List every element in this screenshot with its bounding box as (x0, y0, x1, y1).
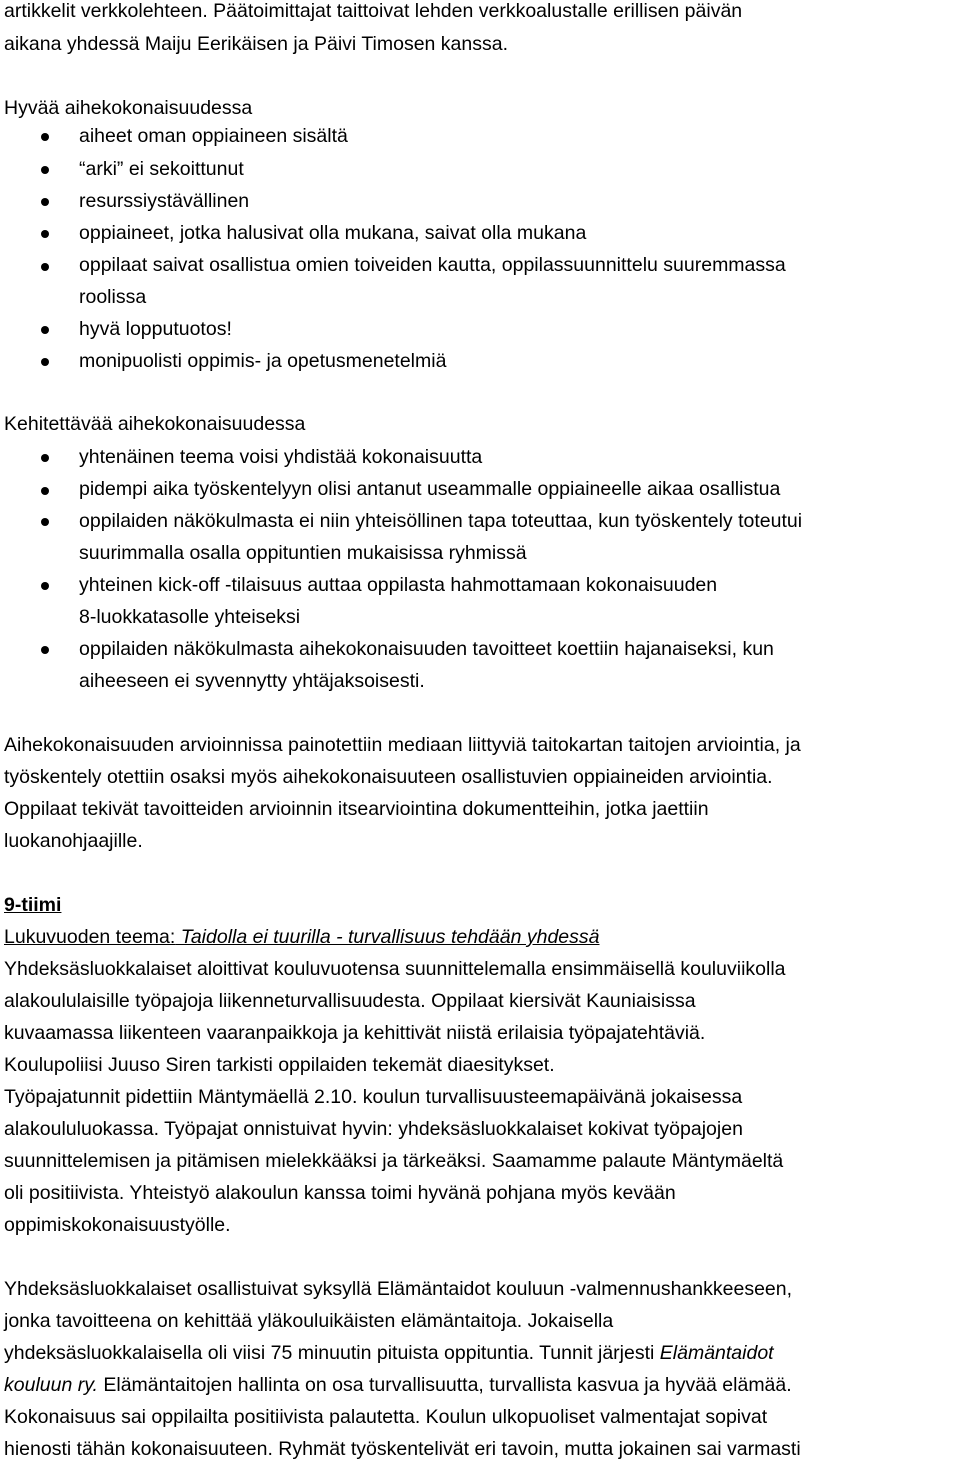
para1-line-4: Koulupoliisi Juuso Siren tarkisti oppilaiden tekemät diaesitykset. (4, 1054, 555, 1076)
bullet-icon (41, 487, 49, 495)
bullet-icon (41, 646, 49, 654)
assessment-line-3: Oppilaat tekivät tavoitteiden arvioinnin itsearviointina dokumentteihin, jotka jaettiin (4, 798, 709, 820)
bullet-icon (41, 582, 49, 590)
para1-line-9: oppimiskokonaisuustyölle. (4, 1214, 231, 1236)
improve-item-3-cont: suurimmalla osalla oppituntien mukaisissa ryhmissä (79, 542, 527, 564)
improve-heading: Kehitettävää aihekokonaisuudessa (4, 413, 306, 435)
para2-line-5: Kokonaisuus sai oppilailta positiivista palautetta. Koulun ulkopuoliset valmentajat sopivat (4, 1406, 768, 1428)
bullet-icon (41, 326, 49, 334)
para1-line-1: Yhdeksäsluokkalaiset aloittivat kouluvuotensa suunnittelemalla ensimmäisellä kouluviikolla (4, 958, 786, 980)
assessment-line-4: luokanohjaajille. (4, 830, 143, 852)
good-item-1: aiheet oman oppiaineen sisältä (79, 125, 348, 147)
improve-item-5-cont: aiheeseen ei syvennytty yhtäjaksoisesti. (79, 670, 425, 692)
intro-line-2: aikana yhdessä Maiju Eerikäisen ja Päivi Timosen kanssa. (4, 33, 509, 55)
improve-item-1: yhtenäinen teema voisi yhdistää kokonaisuutta (79, 446, 483, 468)
good-item-3: resurssiystävällinen (79, 190, 250, 212)
bullet-icon (41, 518, 49, 526)
good-item-7: monipuolisti oppimis- ja opetusmenetelmiä (79, 350, 447, 372)
intro-line-1: artikkelit verkkolehteen. Päätoimittajat taittoivat lehden verkkoalustalle erillisen päivän (4, 0, 743, 22)
para1-line-8: oli positiivista. Yhteistyö alakoulun kanssa toimi hyvänä pohjana myös kevään (4, 1182, 676, 1204)
bullet-icon (41, 358, 49, 366)
improve-item-3: oppilaiden näkökulmasta ei niin yhteisöllinen tapa toteuttaa, kun työskentely toteutui (79, 510, 803, 532)
team9-theme (4, 928, 600, 948)
team9-title: 9-tiimi (4, 894, 62, 916)
para1-line-2: alakoululaisille työpajoja liikenneturvallisuudesta. Oppilaat kiersivät Kauniaisissa (4, 990, 696, 1012)
para2-line-3 (4, 1344, 774, 1364)
para2-line-3-text: yhdeksäsluokkalaisella oli viisi 75 minuutin pituista oppituntia. Tunnit järjesti (4, 1342, 660, 1364)
para2-line-4-text: Elämäntaitojen hallinta on osa turvallisuutta, turvallista kasvua ja hyvää elämää. (97, 1374, 792, 1396)
improve-item-5: oppilaiden näkökulmasta aihekokonaisuuden tavoitteet koettiin hajanaiseksi, kun (79, 638, 774, 660)
para1-line-7: suunnittelemisen ja pitämisen mielekkääksi ja tärkeäksi. Saamamme palaute Mäntymäeltä (4, 1150, 784, 1172)
good-heading: Hyvää aihekokonaisuudessa (4, 97, 253, 119)
para1-line-3: kuvaamassa liikenteen vaaranpaikkoja ja kehittivät niistä erilaisia työpajatehtäviä. (4, 1022, 706, 1044)
assessment-line-2: työskentely otettiin osaksi myös aihekokonaisuuteen osallistuvien oppiaineiden arviointia. (4, 766, 773, 788)
para2-line-6: hienosti tähän kokonaisuuteen. Ryhmät työskentelivät eri tavoin, mutta jokainen sai varmasti (4, 1438, 801, 1460)
bullet-icon (41, 230, 49, 238)
improve-item-4: yhteinen kick-off -tilaisuus auttaa oppilasta hahmottamaan kokonaisuuden (79, 574, 718, 596)
good-item-5-cont: roolissa (79, 286, 147, 308)
para2-line-4-italic: kouluun ry. (4, 1374, 98, 1396)
improve-item-4-cont: 8-luokkatasolle yhteiseksi (79, 606, 301, 628)
para1-line-6: alakoululuokassa. Työpajat onnistuivat hyvin: yhdeksäsluokkalaiset kokivat työpajojen (4, 1118, 743, 1140)
good-item-2: “arki” ei sekoittunut (79, 158, 244, 180)
para2-line-4 (4, 1376, 792, 1396)
theme-text: Taidolla ei tuurilla - turvallisuus tehdään yhdessä (175, 926, 600, 948)
bullet-icon (41, 454, 49, 462)
para2-line-3-italic: Elämäntaidot (659, 1342, 774, 1364)
para2-line-1: Yhdeksäsluokkalaiset osallistuivat syksyllä Elämäntaidot kouluun -valmennushankkeeseen, (4, 1278, 793, 1300)
good-item-5: oppilaat saivat osallistua omien toiveiden kautta, oppilassuunnittelu suuremmassa (79, 254, 786, 276)
assessment-line-1: Aihekokonaisuuden arvioinnissa painotettiin mediaan liittyviä taitokartan taitojen arviointia, ja (4, 734, 801, 756)
bullet-icon (41, 166, 49, 174)
improve-item-2: pidempi aika työskentelyyn olisi antanut useammalle oppiaineelle aikaa osallistua (79, 478, 781, 500)
good-item-4: oppiaineet, jotka halusivat olla mukana, saivat olla mukana (79, 222, 587, 244)
bullet-icon (41, 198, 49, 206)
para2-line-2: jonka tavoitteena on kehittää yläkouluikäisten elämäntaitoja. Jokaisella (4, 1310, 614, 1332)
bullet-icon (41, 263, 49, 271)
para1-line-5: Työpajatunnit pidettiin Mäntymäellä 2.10. koulun turvallisuusteemapäivänä jokaisessa (4, 1086, 743, 1108)
theme-label: Lukuvuoden teema: (4, 926, 176, 948)
bullet-icon (41, 133, 49, 141)
good-item-6: hyvä lopputuotos! (79, 318, 232, 340)
